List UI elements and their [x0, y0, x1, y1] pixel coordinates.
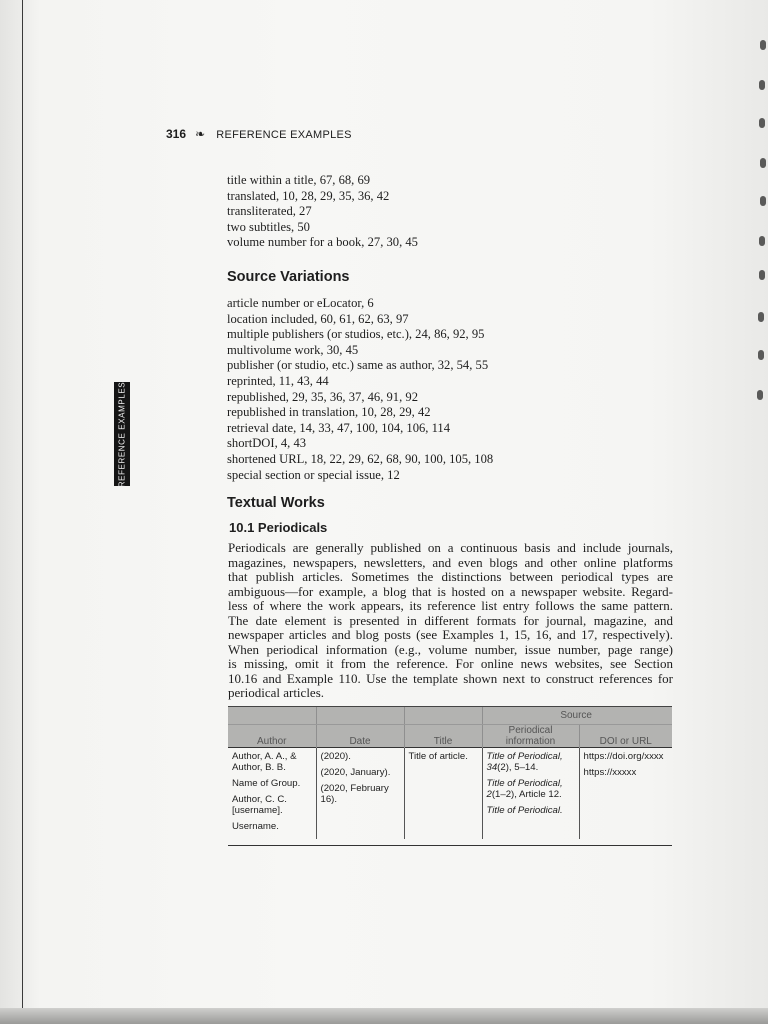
volume-number: 2 — [486, 789, 492, 800]
index-item: multivolume work, 30, 45 — [227, 342, 359, 357]
issue-pages: (2), 5–14. — [497, 762, 539, 773]
issue-article: (1–2), Article 12. — [491, 789, 562, 800]
author-cell — [228, 748, 316, 840]
author-format: Username. — [232, 821, 279, 832]
periodicals-paragraph — [228, 541, 673, 701]
title-column-header: Title — [404, 725, 482, 748]
paragraph-line: newspaper articles and blog posts (see Examples 1, 15, 16, and 17, respectively). — [228, 627, 673, 642]
doi-format: https://doi.org/xxxx — [583, 751, 664, 762]
author-column-header: Author — [228, 725, 316, 748]
periodicals-subheading: 10.1 Periodicals — [229, 520, 328, 535]
index-item: translated, 10, 28, 29, 35, 36, 42 — [227, 188, 390, 203]
index-item: republished, 29, 35, 36, 37, 46, 91, 92 — [227, 389, 418, 404]
periodical-info-column-header — [482, 725, 579, 748]
paragraph-line: is missing, omit it from the reference. For online news websites, see Section — [228, 656, 673, 671]
author-format: Author, C. C. [username]. — [232, 794, 287, 816]
index-item: transliterated, 27 — [227, 204, 312, 219]
date-format: (2020, February 16). — [320, 783, 389, 805]
date-format: (2020, January). — [320, 767, 391, 778]
table-top-rule — [228, 706, 672, 707]
source-variations-list — [227, 296, 493, 483]
volume-number: 34 — [486, 762, 498, 773]
table-bottom-rule — [228, 845, 672, 846]
index-item: volume number for a book, 27, 30, 45 — [227, 235, 418, 250]
index-item: reprinted, 11, 43, 44 — [227, 373, 329, 388]
binding-hole — [760, 196, 766, 206]
paragraph-line: less of where the work appears, its reference list entry follows the same pattern. — [228, 598, 673, 613]
periodical-format — [487, 778, 576, 800]
binding-hole — [760, 40, 766, 50]
running-head: REFERENCE EXAMPLES — [216, 129, 352, 141]
title-index-list — [227, 173, 418, 251]
doi-column-header: DOI or URL — [579, 725, 672, 748]
paragraph-line: The date element is presented in different formats for journal, magazine, and — [228, 612, 673, 628]
binding-hole — [758, 312, 764, 322]
section-thumb-tab — [114, 382, 130, 486]
binding-hole — [759, 80, 765, 90]
paragraph-line: When periodical information (e.g., volume number, issue number, page range) — [228, 641, 673, 657]
url-format: https://xxxxx — [583, 767, 637, 778]
author-format: Author, A. A., & Author, B. B. — [232, 751, 297, 773]
periodical-format — [487, 751, 576, 773]
index-item: multiple publishers (or studios, etc.), 24, 86, 92, 95 — [227, 327, 485, 342]
periodical-title: Title of Periodical, — [486, 778, 563, 789]
paragraph-line: periodical articles. — [228, 685, 325, 700]
binding-hole — [757, 390, 763, 400]
periodical-header-line2: information — [505, 736, 556, 747]
index-item: republished in translation, 10, 28, 29, 42 — [227, 405, 431, 420]
periodical-cell — [482, 748, 579, 840]
page-bottom-shadow — [0, 1008, 768, 1024]
index-item: shortened URL, 18, 22, 29, 62, 68, 90, 100, 105, 108 — [227, 451, 494, 466]
title-cell — [404, 748, 482, 840]
header-spacer — [404, 706, 482, 725]
author-format: Name of Group. — [232, 778, 301, 789]
paragraph-line: magazines, newspapers, newsletters, and even blogs and other online platforms — [228, 554, 673, 570]
page-edge-line — [22, 0, 23, 1010]
header-spacer — [316, 706, 404, 725]
side-tab-label: REFERENCE EXAMPLES — [117, 381, 127, 487]
date-column-header: Date — [316, 725, 404, 748]
doi-cell — [579, 748, 672, 840]
textual-works-heading: Textual Works — [227, 495, 325, 511]
source-group-header: Source — [482, 706, 672, 725]
binding-hole — [759, 270, 765, 280]
index-item: retrieval date, 14, 33, 47, 100, 104, 106, 114 — [227, 420, 451, 435]
paragraph-line: Periodicals are generally published on a continuous basis and include journals, — [228, 540, 673, 555]
periodical-header-line1: Periodical — [508, 725, 553, 736]
index-item: shortDOI, 4, 43 — [227, 436, 307, 451]
index-item: article number or eLocator, 6 — [227, 296, 374, 310]
page-number: 316 — [166, 127, 187, 141]
periodical-format — [487, 805, 576, 816]
paragraph-line: that publish articles. Sometimes the distinctions between periodical types are — [228, 569, 673, 584]
binding-hole — [758, 350, 764, 360]
index-item: publisher (or studio, etc.) same as author, 32, 54, 55 — [227, 358, 489, 373]
header-spacer — [228, 706, 316, 725]
index-item: two subtitles, 50 — [227, 219, 310, 234]
paragraph-line: 10.16 and Example 110. Use the template shown next to construct references for — [228, 670, 673, 686]
date-format: (2020). — [320, 751, 351, 762]
ornament-icon: ❧ — [195, 127, 206, 141]
date-cell — [316, 748, 404, 840]
index-item: title within a title, 67, 68, 69 — [227, 173, 371, 187]
page-header — [166, 127, 352, 141]
reference-template-table — [228, 706, 672, 846]
title-format: Title of article. — [408, 751, 468, 762]
index-item: location included, 60, 61, 62, 63, 97 — [227, 311, 409, 326]
periodical-title: Title of Periodical, — [486, 751, 563, 762]
binding-hole — [760, 158, 766, 168]
paragraph-line: ambiguous—for example, a blog that is hosted on a newspaper website. Regard- — [228, 583, 673, 599]
source-variations-heading: Source Variations — [227, 269, 350, 285]
index-item: special section or special issue, 12 — [227, 467, 400, 482]
binding-hole — [759, 118, 765, 128]
binding-hole — [759, 236, 765, 246]
periodical-title: Title of Periodical. — [486, 805, 563, 816]
